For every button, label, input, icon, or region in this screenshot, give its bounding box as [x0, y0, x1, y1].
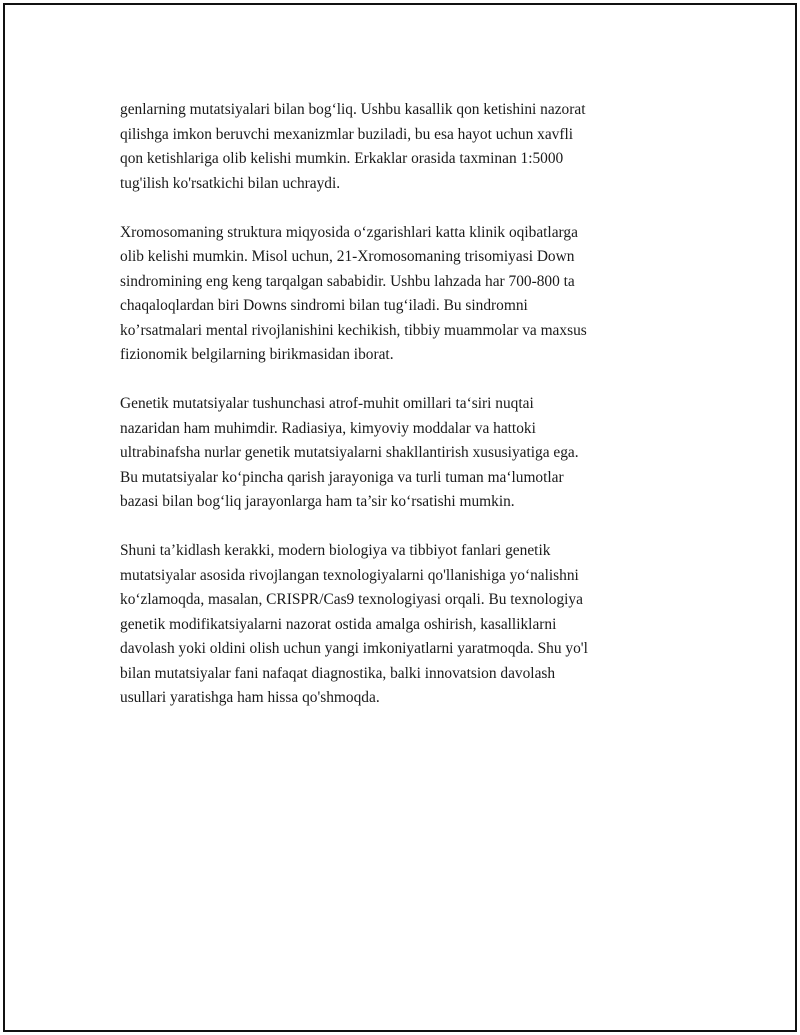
text-line: chaqaloqlardan biri Downs sindromi bilan tug‘iladi. Bu sindromni [120, 297, 528, 314]
document-page [3, 3, 797, 1032]
text-line: ko’rsatmalari mental rivojlanishini kechikish, tibbiy muammolar va maxsus [120, 321, 587, 339]
text-line: olib kelishi mumkin. Misol uchun, 21-Xromosomaning trisomiyasi Down [120, 248, 575, 265]
text-line: usullari yaratishga ham hissa qo'shmoqda. [120, 689, 380, 706]
text-line: bazasi bilan bog‘liq jarayonlarga ham ta’sir ko‘rsatishi mumkin. [120, 493, 515, 510]
text-line: fizionomik belgilarning birikmasidan iborat. [120, 346, 394, 363]
text-line: Xromosomaning struktura miqyosida o‘zgarishlari katta klinik oqibatlarga [120, 223, 578, 241]
paragraph-3 [120, 392, 690, 515]
text-line: Bu mutatsiyalar ko‘pincha qarish jarayoniga va turli tuman ma‘lumotlar [120, 468, 564, 486]
text-line: bilan mutatsiyalar fani nafaqat diagnostika, balki innovatsion davolash [120, 664, 556, 682]
text-line: ko‘zlamoqda, masalan, CRISPR/Cas9 texnologiyasi orqali. Bu texnologiya [120, 591, 583, 608]
text-line: tug'ilish ko'rsatkichi bilan uchraydi. [120, 174, 341, 192]
text-line: sindromining eng keng tarqalgan sababidir. Ushbu lahzada har 700-800 ta [120, 272, 575, 290]
paragraph-1 [120, 98, 690, 196]
document-body [120, 98, 690, 735]
text-line: qon ketishlariga olib kelishi mumkin. Erkaklar orasida taxminan 1:5000 [120, 150, 564, 167]
paragraph-2 [120, 221, 690, 368]
text-line: Genetik mutatsiyalar tushunchasi atrof-muhit omillari ta‘siri nuqtai [120, 395, 534, 412]
text-line: nazaridan ham muhimdir. Radiasiya, kimyoviy moddalar va hattoki [120, 419, 536, 437]
text-line: genetik modifikatsiyalarni nazorat ostida amalga oshirish, kasalliklarni [120, 615, 557, 633]
text-line: davolash yoki oldini olish uchun yangi imkoniyatlarni yaratmoqda. Shu yo'l [120, 640, 588, 657]
text-line: qilishga imkon beruvchi mexanizmlar buziladi, bu esa hayot uchun xavfli [120, 125, 574, 143]
text-line: mutatsiyalar asosida rivojlangan texnologiyalarni qo'llanishiga yo‘nalishni [120, 566, 579, 584]
text-line: ultrabinafsha nurlar genetik mutatsiyalarni shakllantirish xususiyatiga ega. [120, 444, 579, 461]
text-line: Shuni ta’kidlash kerakki, modern biologiya va tibbiyot fanlari genetik [120, 542, 551, 559]
paragraph-4 [120, 539, 690, 711]
text-line: genlarning mutatsiyalari bilan bog‘liq. Ushbu kasallik qon ketishini nazorat [120, 101, 586, 118]
